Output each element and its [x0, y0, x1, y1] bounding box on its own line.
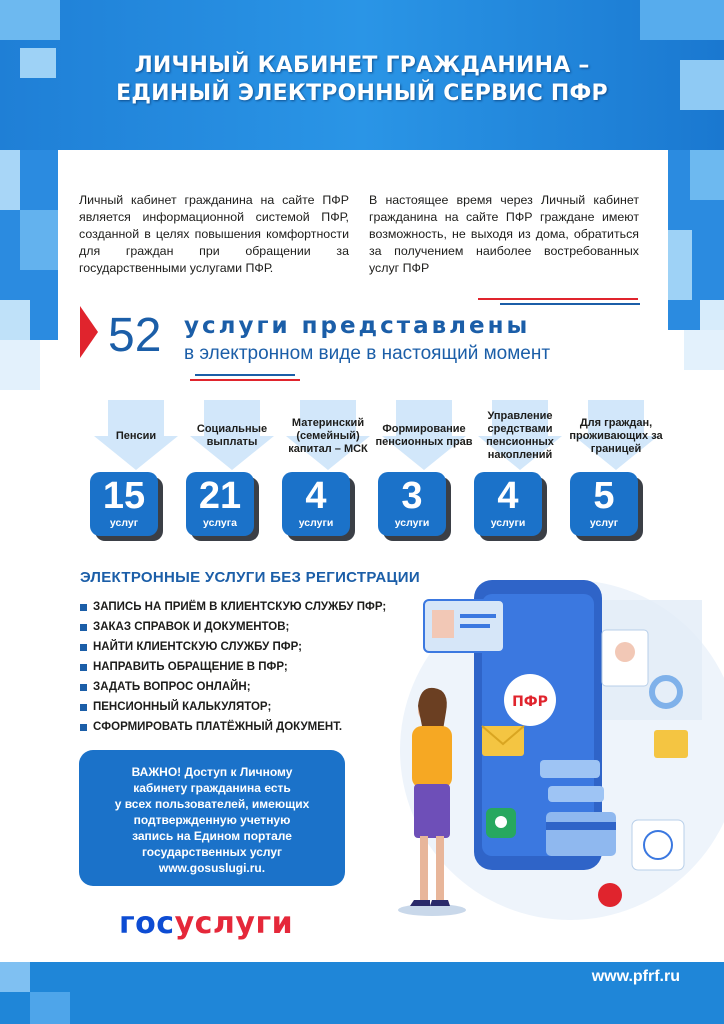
bullet-icon [80, 724, 87, 731]
category-count: 21 [198, 475, 242, 517]
category-count: 15 [102, 475, 146, 517]
intro-right-paragraph: В настоящее время через Личный кабинет гражданина на сайте ПФР граждане имеют возможность, не выходя из дома, обратиться за получением наиболее востребованных услуг ПФР [369, 193, 639, 275]
important-line: подтвержденную учетную [133, 813, 291, 827]
deco-tile [0, 150, 20, 210]
category-label: Для граждан, проживающих за границей [569, 416, 663, 455]
deco-line-blue [500, 303, 640, 305]
category-label: Формирование пенсионных прав [375, 423, 473, 448]
category-label: Пенсии [115, 429, 157, 442]
deco-tile [690, 150, 724, 200]
category-label: Материнский (семейный) капитал – МСК [288, 416, 368, 455]
bullet-icon [80, 604, 87, 611]
important-line: www.gosuslugi.ru. [158, 861, 266, 875]
category-unit: услуги [394, 517, 430, 529]
category-badge [474, 472, 542, 536]
deco-tile [0, 0, 60, 40]
category-count: 4 [305, 475, 327, 517]
list-item-text: СФОРМИРОВАТЬ ПЛАТЁЖНЫЙ ДОКУМЕНТ. [93, 721, 343, 733]
deco-tile [20, 210, 58, 270]
bullet-icon [80, 624, 87, 631]
important-line: ВАЖНО! Доступ к Личному [131, 765, 293, 779]
category-badge [570, 472, 638, 536]
bullet-icon [80, 684, 87, 691]
category-count: 3 [401, 475, 423, 517]
bullet-icon [80, 644, 87, 651]
list-item-text: ЗАПИСЬ НА ПРИЁМ В КЛИЕНТСКУЮ СЛУЖБУ ПФР; [93, 601, 387, 613]
category-badge [378, 472, 446, 536]
deco-tile [0, 300, 30, 340]
important-note [79, 750, 345, 886]
no-registration-list [80, 597, 386, 737]
important-line: у всех пользователей, имеющих [114, 797, 310, 811]
category-count: 5 [593, 475, 615, 517]
deco-line-red [478, 298, 638, 300]
bullet-icon [80, 664, 87, 671]
category-unit: услуги [298, 517, 334, 529]
deco-line-blue [195, 374, 295, 376]
category-unit: услуги [490, 517, 526, 529]
deco-tile [0, 962, 30, 992]
list-item [80, 597, 386, 617]
category-count: 4 [497, 475, 519, 517]
category-badge [186, 472, 254, 536]
category-badge [90, 472, 158, 536]
list-item [80, 657, 386, 677]
deco-tile [30, 992, 70, 1024]
important-line: кабинету гражданина есть [133, 781, 291, 795]
important-line: запись на Едином портале [132, 829, 292, 843]
gosuslugi-logo [119, 906, 293, 941]
category-unit: услуг [109, 517, 139, 529]
list-item [80, 697, 386, 717]
bullet-icon [80, 704, 87, 711]
deco-tile [684, 330, 724, 370]
list-item [80, 717, 386, 737]
headline-line-2: в электронном виде в настоящий момент [184, 343, 551, 364]
title-line-1: ЛИЧНЫЙ КАБИНЕТ ГРАЖДАНИНА – [134, 53, 590, 78]
list-item [80, 677, 386, 697]
list-item [80, 637, 386, 657]
title-line-2: ЕДИНЫЙ ЭЛЕКТРОННЫЙ СЕРВИС ПФР [116, 81, 608, 106]
content-panel [58, 150, 668, 420]
headline-arrow-icon [80, 306, 98, 358]
list-item [80, 617, 386, 637]
no-registration-title: ЭЛЕКТРОННЫЕ УСЛУГИ БЕЗ РЕГИСТРАЦИИ [80, 569, 420, 586]
footer-url-link[interactable]: www.pfrf.ru [591, 968, 680, 985]
list-item-text: НАПРАВИТЬ ОБРАЩЕНИЕ В ПФР; [93, 661, 288, 673]
list-item-text: НАЙТИ КЛИЕНТСКУЮ СЛУЖБУ ПФР; [93, 641, 302, 653]
category-unit: услуг [589, 517, 619, 529]
headline-number: 52 [108, 309, 162, 362]
logo-part-uslugi: услуги [174, 906, 294, 941]
deco-tile [0, 340, 40, 390]
category-label: Управление средствами пенсионных накоплений [486, 410, 554, 461]
deco-line-red [190, 379, 300, 381]
deco-tile [668, 230, 692, 300]
logo-part-gos: гос [119, 906, 175, 941]
category-badge [282, 472, 350, 536]
deco-tile [700, 300, 724, 330]
pfr-logo-text: ПФР [512, 694, 548, 710]
headline-line-1: услуги представлены [184, 313, 531, 339]
phone-illustration [370, 560, 724, 940]
category-unit: услуга [202, 517, 237, 529]
page-title [0, 52, 724, 108]
category-label: Социальные выплаты [196, 423, 268, 448]
deco-tile [640, 0, 724, 40]
list-item-text: ПЕНСИОННЫЙ КАЛЬКУЛЯТОР; [93, 701, 272, 713]
important-line: государственных услуг [141, 845, 283, 859]
list-item-text: ЗАКАЗ СПРАВОК И ДОКУМЕНТОВ; [93, 621, 290, 633]
list-item-text: ЗАДАТЬ ВОПРОС ОНЛАЙН; [93, 681, 251, 693]
intro-left-paragraph: Личный кабинет гражданина на сайте ПФР является информационной системой ПФР, созданной в целях повышения комфортности для граждан при обращении за государственными услугами ПФР. [79, 193, 349, 275]
